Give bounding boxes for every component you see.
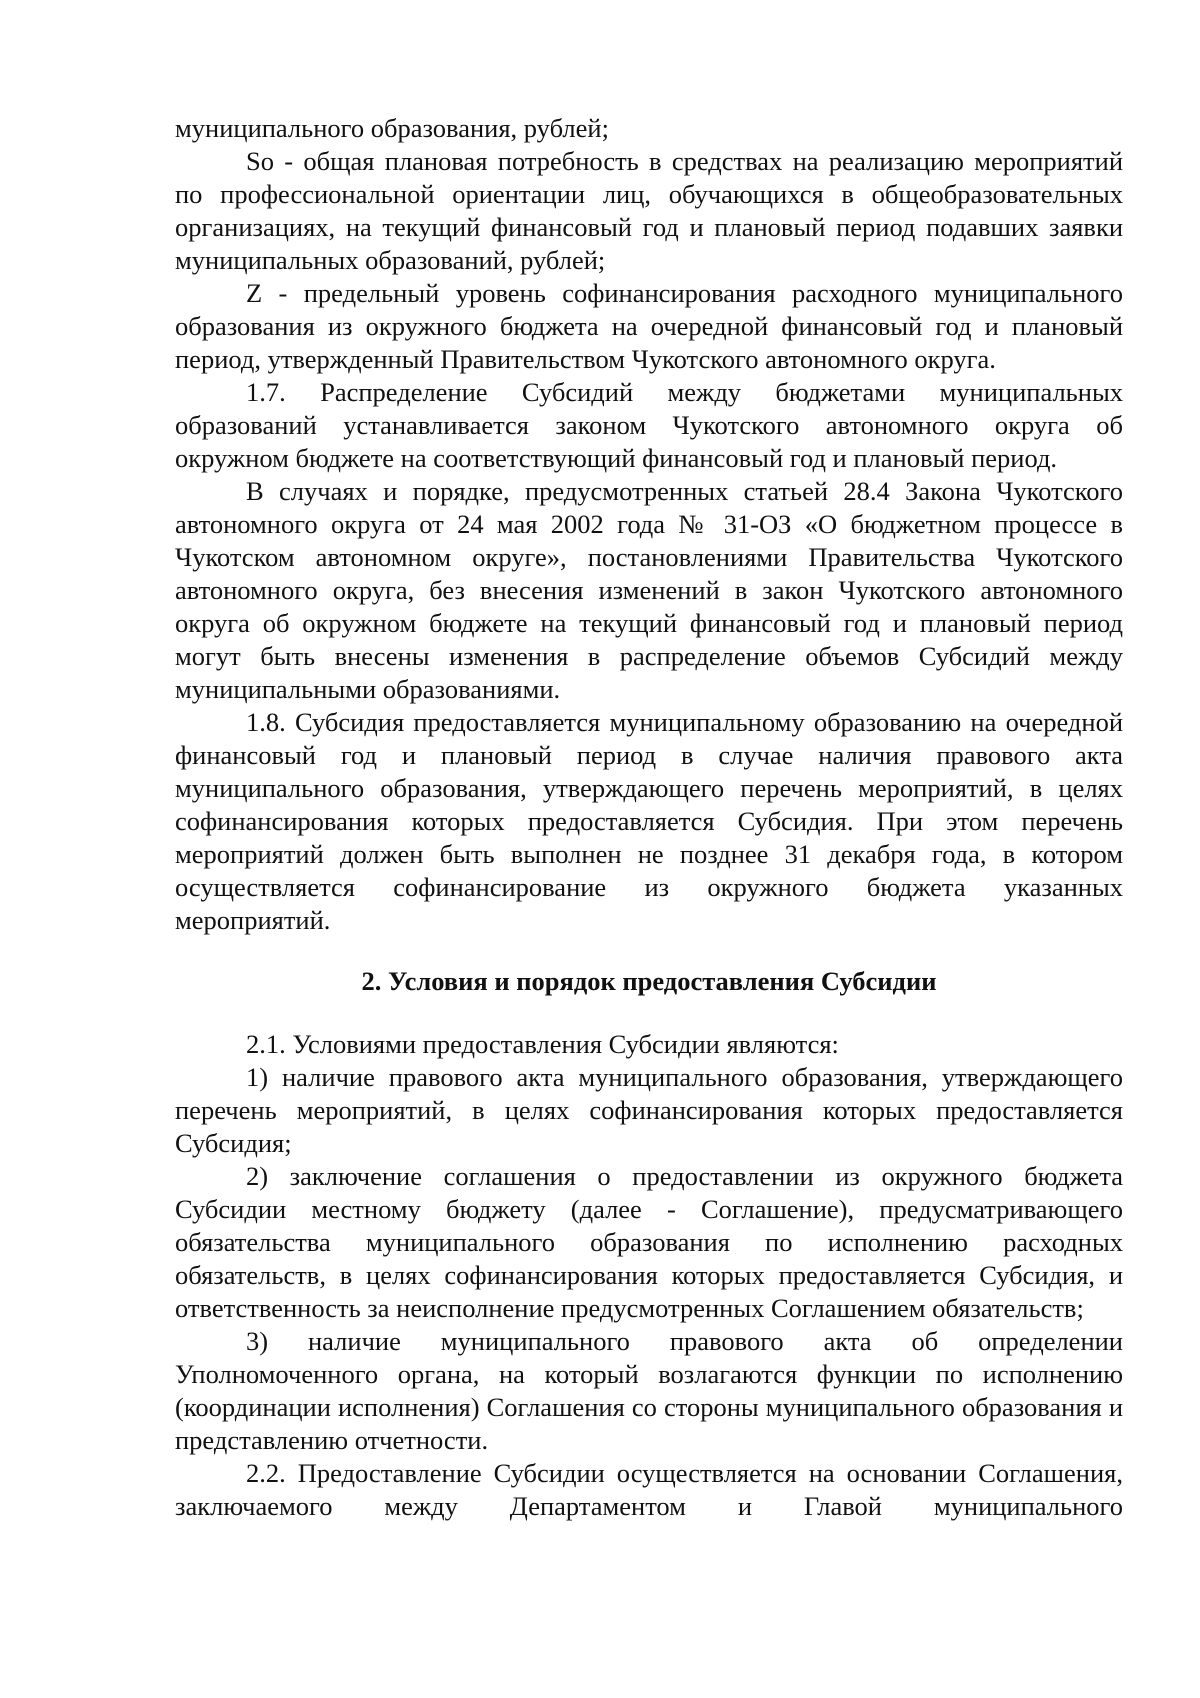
- paragraph-so-definition: So - общая плановая потребность в средствах на реализацию мероприятий по профессиональной ориентации лиц, обучающихся в общеобразовательных организациях, на текущий финансовый год и плановый период подавших заявки муниципальных образований, рублей;: [175, 146, 1123, 275]
- paragraph-condition-1: 1) наличие правового акта муниципального образования, утверждающего перечень мероприятий, в целях софинансирования которых предоставляется Субсидия;: [175, 1062, 1123, 1158]
- spacer: [175, 998, 1123, 1028]
- paragraph-2-2: 2.2. Предоставление Субсидии осуществляется на основании Соглашения, заключаемого между Департаментом и Главой муниципального: [175, 1458, 1123, 1521]
- paragraph-1-7: 1.7. Распределение Субсидий между бюджетами муниципальных образований устанавливается законом Чукотского автономного округа об окружном бюджете на соответствующий финансовый год и плановый период.: [175, 377, 1123, 473]
- paragraph-1-8: 1.8. Субсидия предоставляется муниципальному образованию на очередной финансовый год и плановый период в случае наличия правового акта муниципального образования, утверждающего перечень мероприятий, в целях софинансирования которых предоставляется Субсидия. При этом перечень мероприятий должен быть выполнен не позднее 31 декабря года, в котором осуществляется софинансирование из окружного бюджета указанных мероприятий.: [175, 707, 1123, 935]
- paragraph-condition-2: 2) заключение соглашения о предоставлении из окружного бюджета Субсидии местному бюджету (далее - Соглашение), предусматривающего обязательства муниципального образования по исполнению расходных обязательств, в целях софинансирования которых предоставляется Субсидия, и ответственность за неисполнение предусмотренных Соглашением обязательств;: [175, 1161, 1123, 1323]
- paragraph-cases: В случаях и порядке, предусмотренных статьей 28.4 Закона Чукотского автономного округа от 24 мая 2002 года № 31-ОЗ «О бюджетном процессе в Чукотском автономном округе», постановлениями Правительства Чукотского автономного округа, без внесения изменений в закон Чукотского автономного округа об окружном бюджете на текущий финансовый год и плановый период могут быть внесены изменения в распределение объемов Субсидий между муниципальными образованиями.: [175, 476, 1123, 704]
- spacer: [175, 937, 1123, 965]
- document-page: [175, 112, 1123, 1523]
- section-heading-2: 2. Условия и порядок предоставления Субсидии: [361, 966, 937, 996]
- paragraph-condition-3: 3) наличие муниципального правового акта об определении Уполномоченного органа, на который возлагаются функции по исполнению (координации исполнения) Соглашения со стороны муниципального образования и представлению отчетности.: [175, 1326, 1123, 1455]
- paragraph-z-definition: Z - предельный уровень софинансирования расходного муниципального образования из окружного бюджета на очередной финансовый год и плановый период, утвержденный Правительством Чукотского автономного округа.: [175, 278, 1123, 374]
- paragraph-2-1: 2.1. Условиями предоставления Субсидии являются:: [246, 1029, 839, 1059]
- paragraph-continuation: муниципального образования, рублей;: [175, 113, 609, 143]
